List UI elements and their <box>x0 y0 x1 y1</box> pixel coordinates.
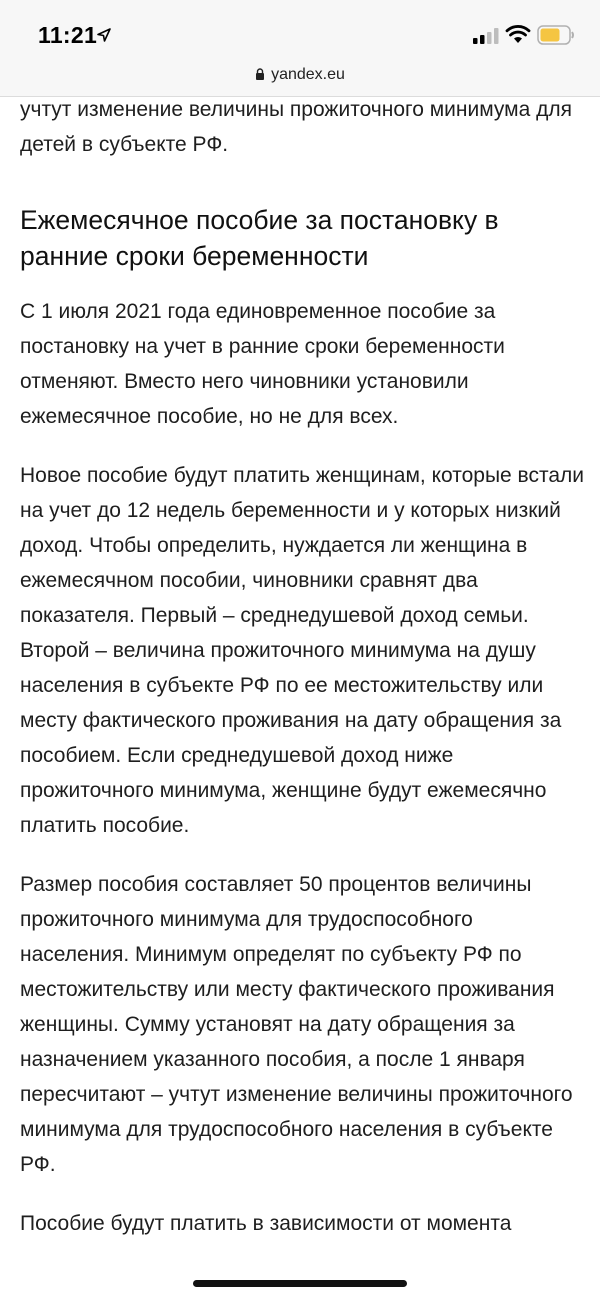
home-indicator[interactable] <box>193 1280 407 1287</box>
article-paragraph-3: Размер пособия составляет 50 процентов величины прожиточного минимума для трудоспособного населения. Минимум определят по субъекту РФ по местожительству или месту фактического проживания женщины. Сумму установят на дату обращения за назначением указанного пособия, а после 1 января пересчитают – учтут изменение величины прожиточного минимума для трудоспособного населения в субъекте РФ. <box>20 873 573 1176</box>
status-bar <box>0 0 600 60</box>
wifi-icon <box>505 24 531 44</box>
cellular-signal-icon <box>472 28 500 44</box>
url-text: yandex.eu <box>271 66 345 83</box>
lock-icon <box>255 68 265 80</box>
article-paragraph-2: Новое пособие будут платить женщинам, которые встали на учет до 12 недель беременности и у которых низкий доход. Чтобы определить, нуждается ли женщина в ежемесячном пособии, чиновники сравнят два показателя. Первый – среднедушевой доход семьи. Второй – величина прожиточного минимума на душу населения в субъекте РФ по ее местожительству или месту фактического проживания на дату обращения за пособием. Если среднедушевой доход ниже прожиточного минимума, женщине будут ежемесячно платить пособие. <box>20 464 585 837</box>
section-heading: Ежемесячное пособие за постановку в ранние сроки беременности <box>20 205 499 271</box>
battery-icon <box>537 25 575 45</box>
intro-tail-paragraph: учтут изменение величины прожиточного минимума для детей в субъекте РФ. <box>20 98 572 156</box>
article-body <box>20 92 586 1265</box>
article-paragraph-1: С 1 июля 2021 года единовременное пособие за постановку на учет в ранние сроки беременности отменяют. Вместо него чиновники установили ежемесячное пособие, но не для всех. <box>20 300 505 428</box>
location-arrow-icon <box>96 27 112 43</box>
url-display[interactable] <box>0 66 600 84</box>
status-time: 11:21 <box>38 22 98 48</box>
article-paragraph-4: Пособие будут платить в зависимости от момента <box>20 1212 512 1235</box>
